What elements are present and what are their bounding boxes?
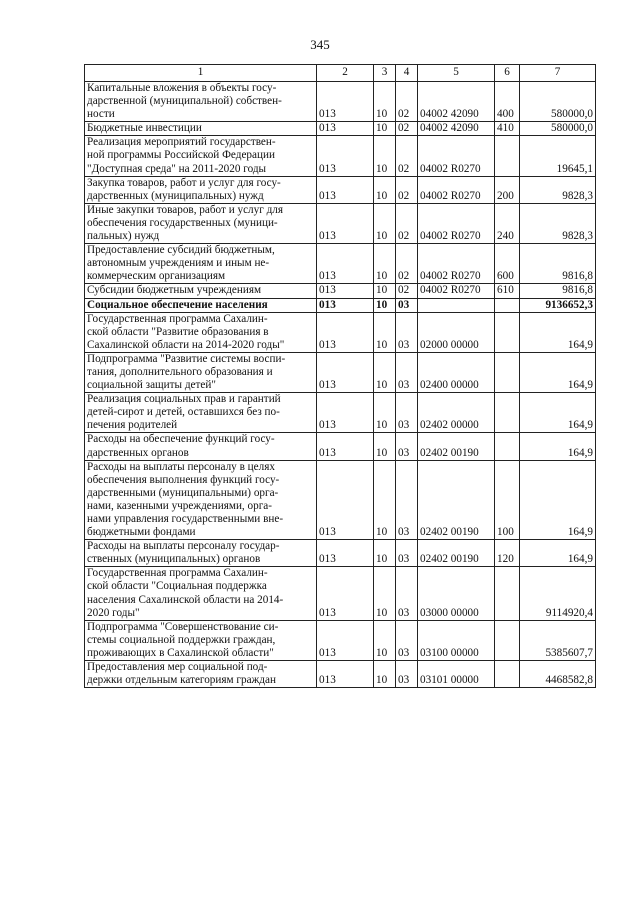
row-name-line: Реализация мероприятий государствен-: [87, 136, 276, 149]
cell-c5: 03101 00000: [418, 661, 495, 688]
cell-c4: 03: [396, 298, 418, 312]
cell-c6: [495, 312, 520, 352]
row-name-line: Реализация социальных прав и гарантий: [87, 393, 281, 406]
cell-c6: [495, 298, 520, 312]
row-name-line: обеспечения государственных (муници-: [87, 216, 278, 229]
cell-c6: [495, 433, 520, 460]
cell-c6: [495, 620, 520, 660]
cell-c2: 013: [317, 393, 374, 433]
cell-c7: 164,9: [520, 352, 596, 392]
cell-c6: [495, 393, 520, 433]
table-row: [85, 312, 596, 352]
cell-c7: 164,9: [520, 540, 596, 567]
cell-c5: 04002 42090: [418, 82, 495, 122]
row-name-line: дарственными (муниципальными) орга-: [87, 486, 279, 499]
cell-c7: 164,9: [520, 312, 596, 352]
cell-c7: 9828,3: [520, 176, 596, 203]
row-name-line: нами, казенными учреждениями, орга-: [87, 499, 272, 512]
column-header-7: 7: [520, 65, 596, 82]
cell-c7: 9828,3: [520, 203, 596, 243]
row-name: [85, 567, 317, 620]
cell-c2: 013: [317, 136, 374, 176]
cell-c4: 02: [396, 136, 418, 176]
row-name-line: дарственных (муниципальных) нужд: [87, 189, 264, 202]
cell-c3: 10: [374, 620, 396, 660]
cell-c4: 02: [396, 176, 418, 203]
row-name: [85, 176, 317, 203]
row-name-line: Бюджетные инвестиции: [87, 122, 202, 135]
table-row: [85, 620, 596, 660]
cell-c4: 02: [396, 284, 418, 298]
cell-c3: 10: [374, 567, 396, 620]
column-header-4: 4: [396, 65, 418, 82]
cell-c2: 013: [317, 460, 374, 540]
row-name: [85, 433, 317, 460]
header-row: [85, 65, 596, 82]
cell-c4: 02: [396, 82, 418, 122]
row-name-line: Подпрограмма "Совершенствование си-: [87, 620, 279, 633]
row-name-line: ной программы Российской Федерации: [87, 149, 275, 162]
cell-c3: 10: [374, 661, 396, 688]
row-name-line: Субсидии бюджетным учреждениям: [87, 284, 262, 297]
cell-c3: 10: [374, 460, 396, 540]
row-name: [85, 661, 317, 688]
row-name: [85, 352, 317, 392]
cell-c5: 04002 42090: [418, 122, 495, 136]
table-row: [85, 203, 596, 243]
cell-c7: 9816,8: [520, 284, 596, 298]
row-name-line: ности: [87, 108, 115, 121]
cell-c5: 04002 R0270: [418, 244, 495, 284]
table-header: [85, 65, 596, 82]
table-row: [85, 393, 596, 433]
cell-c4: 03: [396, 567, 418, 620]
cell-c3: 10: [374, 352, 396, 392]
cell-c4: 02: [396, 122, 418, 136]
table-row: [85, 244, 596, 284]
row-name-line: тания, дополнительного образования и: [87, 365, 273, 378]
row-name-line: Расходы на обеспечение функций госу-: [87, 433, 275, 446]
cell-c2: 013: [317, 567, 374, 620]
cell-c2: 013: [317, 312, 374, 352]
cell-c6: [495, 136, 520, 176]
row-name: [85, 203, 317, 243]
cell-c3: 10: [374, 176, 396, 203]
column-header-6: 6: [495, 65, 520, 82]
row-name-line: Подпрограмма "Развитие системы воспи-: [87, 352, 286, 365]
table-row: [85, 661, 596, 688]
table-row: [85, 298, 596, 312]
cell-c6: [495, 567, 520, 620]
table-row: [85, 122, 596, 136]
table-row: [85, 176, 596, 203]
cell-c7: 9136652,3: [520, 298, 596, 312]
cell-c6: [495, 661, 520, 688]
cell-c4: 03: [396, 540, 418, 567]
cell-c5: 03100 00000: [418, 620, 495, 660]
cell-c6: 100: [495, 460, 520, 540]
cell-c4: 03: [396, 352, 418, 392]
cell-c5: 02000 00000: [418, 312, 495, 352]
row-name-line: Расходы на выплаты персоналу государ-: [87, 540, 280, 553]
table-row: [85, 433, 596, 460]
cell-c6: 200: [495, 176, 520, 203]
table-row: [85, 284, 596, 298]
cell-c3: 10: [374, 433, 396, 460]
cell-c5: 02402 00000: [418, 393, 495, 433]
cell-c4: 03: [396, 393, 418, 433]
cell-c7: 164,9: [520, 393, 596, 433]
cell-c3: 10: [374, 298, 396, 312]
cell-c4: 03: [396, 433, 418, 460]
row-name-line: Социальное обеспечение населения: [87, 298, 268, 311]
table-row: [85, 82, 596, 122]
row-name-line: автономным учреждениям и иным не-: [87, 257, 270, 270]
cell-c7: 164,9: [520, 433, 596, 460]
row-name-line: Сахалинской области на 2014-2020 годы": [87, 338, 285, 351]
row-name-line: проживающих в Сахалинской области": [87, 646, 274, 659]
cell-c2: 013: [317, 620, 374, 660]
cell-c2: 013: [317, 540, 374, 567]
cell-c7: 9816,8: [520, 244, 596, 284]
cell-c5: [418, 298, 495, 312]
row-name-line: нами управления государственными вне-: [87, 513, 284, 525]
cell-c2: 013: [317, 298, 374, 312]
row-name-line: дарственных органов: [87, 446, 189, 459]
cell-c3: 10: [374, 203, 396, 243]
cell-c4: 03: [396, 312, 418, 352]
cell-c7: 19645,1: [520, 136, 596, 176]
cell-c7: 4468582,8: [520, 661, 596, 688]
cell-c4: 03: [396, 661, 418, 688]
row-name-line: дарственной (муниципальной) собствен-: [87, 95, 282, 108]
row-name-line: Капитальные вложения в объекты госу-: [87, 82, 277, 94]
cell-c2: 013: [317, 122, 374, 136]
row-name-line: Расходы на выплаты персоналу в целях: [87, 460, 275, 473]
cell-c6: 610: [495, 284, 520, 298]
row-name-line: социальной защиты детей": [87, 379, 216, 392]
row-name-line: Предоставление субсидий бюджетным,: [87, 244, 275, 257]
table-body: [85, 82, 596, 688]
cell-c6: 240: [495, 203, 520, 243]
cell-c5: 03000 00000: [418, 567, 495, 620]
table-row: [85, 136, 596, 176]
row-name-line: Государственная программа Сахалин-: [87, 567, 268, 580]
row-name-line: обеспечения выполнения функций госу-: [87, 473, 280, 486]
cell-c6: 600: [495, 244, 520, 284]
cell-c5: 04002 R0270: [418, 176, 495, 203]
cell-c3: 10: [374, 540, 396, 567]
row-name-line: 2020 годы": [87, 606, 140, 619]
cell-c5: 04002 R0270: [418, 203, 495, 243]
cell-c3: 10: [374, 82, 396, 122]
cell-c2: 013: [317, 244, 374, 284]
cell-c2: 013: [317, 82, 374, 122]
cell-c6: [495, 352, 520, 392]
cell-c7: 9114920,4: [520, 567, 596, 620]
cell-c7: 580000,0: [520, 122, 596, 136]
cell-c4: 02: [396, 244, 418, 284]
cell-c3: 10: [374, 393, 396, 433]
row-name: [85, 136, 317, 176]
row-name: [85, 82, 317, 122]
cell-c4: 03: [396, 460, 418, 540]
cell-c2: 013: [317, 352, 374, 392]
row-name-line: Иные закупки товаров, работ и услуг для: [87, 203, 284, 216]
row-name-line: ской области "Социальная поддержка: [87, 580, 267, 593]
cell-c7: 164,9: [520, 460, 596, 540]
row-name-line: коммерческим организациям: [87, 270, 226, 283]
column-header-2: 2: [317, 65, 374, 82]
row-name-line: населения Сахалинской области на 2014-: [87, 593, 284, 606]
cell-c3: 10: [374, 312, 396, 352]
cell-c5: 02402 00190: [418, 433, 495, 460]
cell-c4: 03: [396, 620, 418, 660]
row-name: [85, 298, 317, 312]
cell-c6: 410: [495, 122, 520, 136]
cell-c6: 120: [495, 540, 520, 567]
cell-c3: 10: [374, 136, 396, 176]
row-name-line: "Доступная среда" на 2011-2020 годы: [87, 162, 267, 175]
row-name-line: держки отдельным категориям граждан: [87, 674, 276, 687]
row-name-line: стемы социальной поддержки граждан,: [87, 633, 276, 646]
cell-c5: 04002 R0270: [418, 284, 495, 298]
column-header-5: 5: [418, 65, 495, 82]
row-name: [85, 244, 317, 284]
cell-c3: 10: [374, 122, 396, 136]
row-name-line: Предоставления мер социальной под-: [87, 661, 268, 674]
cell-c3: 10: [374, 284, 396, 298]
row-name-line: бюджетными фондами: [87, 526, 196, 539]
cell-c2: 013: [317, 203, 374, 243]
cell-c5: 02402 00190: [418, 460, 495, 540]
column-header-3: 3: [374, 65, 396, 82]
row-name-line: Государственная программа Сахалин-: [87, 312, 268, 325]
cell-c2: 013: [317, 661, 374, 688]
cell-c2: 013: [317, 433, 374, 460]
row-name-line: ственных (муниципальных) органов: [87, 553, 261, 566]
cell-c3: 10: [374, 244, 396, 284]
row-name-line: пальных) нужд: [87, 230, 160, 243]
table-row: [85, 540, 596, 567]
table-row: [85, 567, 596, 620]
cell-c4: 02: [396, 203, 418, 243]
row-name-line: детей-сирот и детей, оставшихся без по-: [87, 406, 280, 419]
cell-c6: 400: [495, 82, 520, 122]
row-name: [85, 540, 317, 567]
table-row: [85, 352, 596, 392]
row-name: [85, 284, 317, 298]
cell-c2: 013: [317, 284, 374, 298]
row-name: [85, 312, 317, 352]
cell-c2: 013: [317, 176, 374, 203]
row-name: [85, 620, 317, 660]
budget-table: [84, 64, 596, 688]
row-name: [85, 393, 317, 433]
table-row: [85, 460, 596, 540]
row-name-line: печения родителей: [87, 419, 178, 432]
row-name-line: ской области "Развитие образования в: [87, 325, 269, 338]
cell-c7: 580000,0: [520, 82, 596, 122]
row-name: [85, 460, 317, 540]
column-header-1: 1: [85, 65, 317, 82]
cell-c5: 02402 00190: [418, 540, 495, 567]
cell-c5: 02400 00000: [418, 352, 495, 392]
cell-c5: 04002 R0270: [418, 136, 495, 176]
row-name: [85, 122, 317, 136]
cell-c7: 5385607,7: [520, 620, 596, 660]
page-number: 345: [310, 37, 330, 52]
row-name-line: Закупка товаров, работ и услуг для госу-: [87, 176, 281, 189]
